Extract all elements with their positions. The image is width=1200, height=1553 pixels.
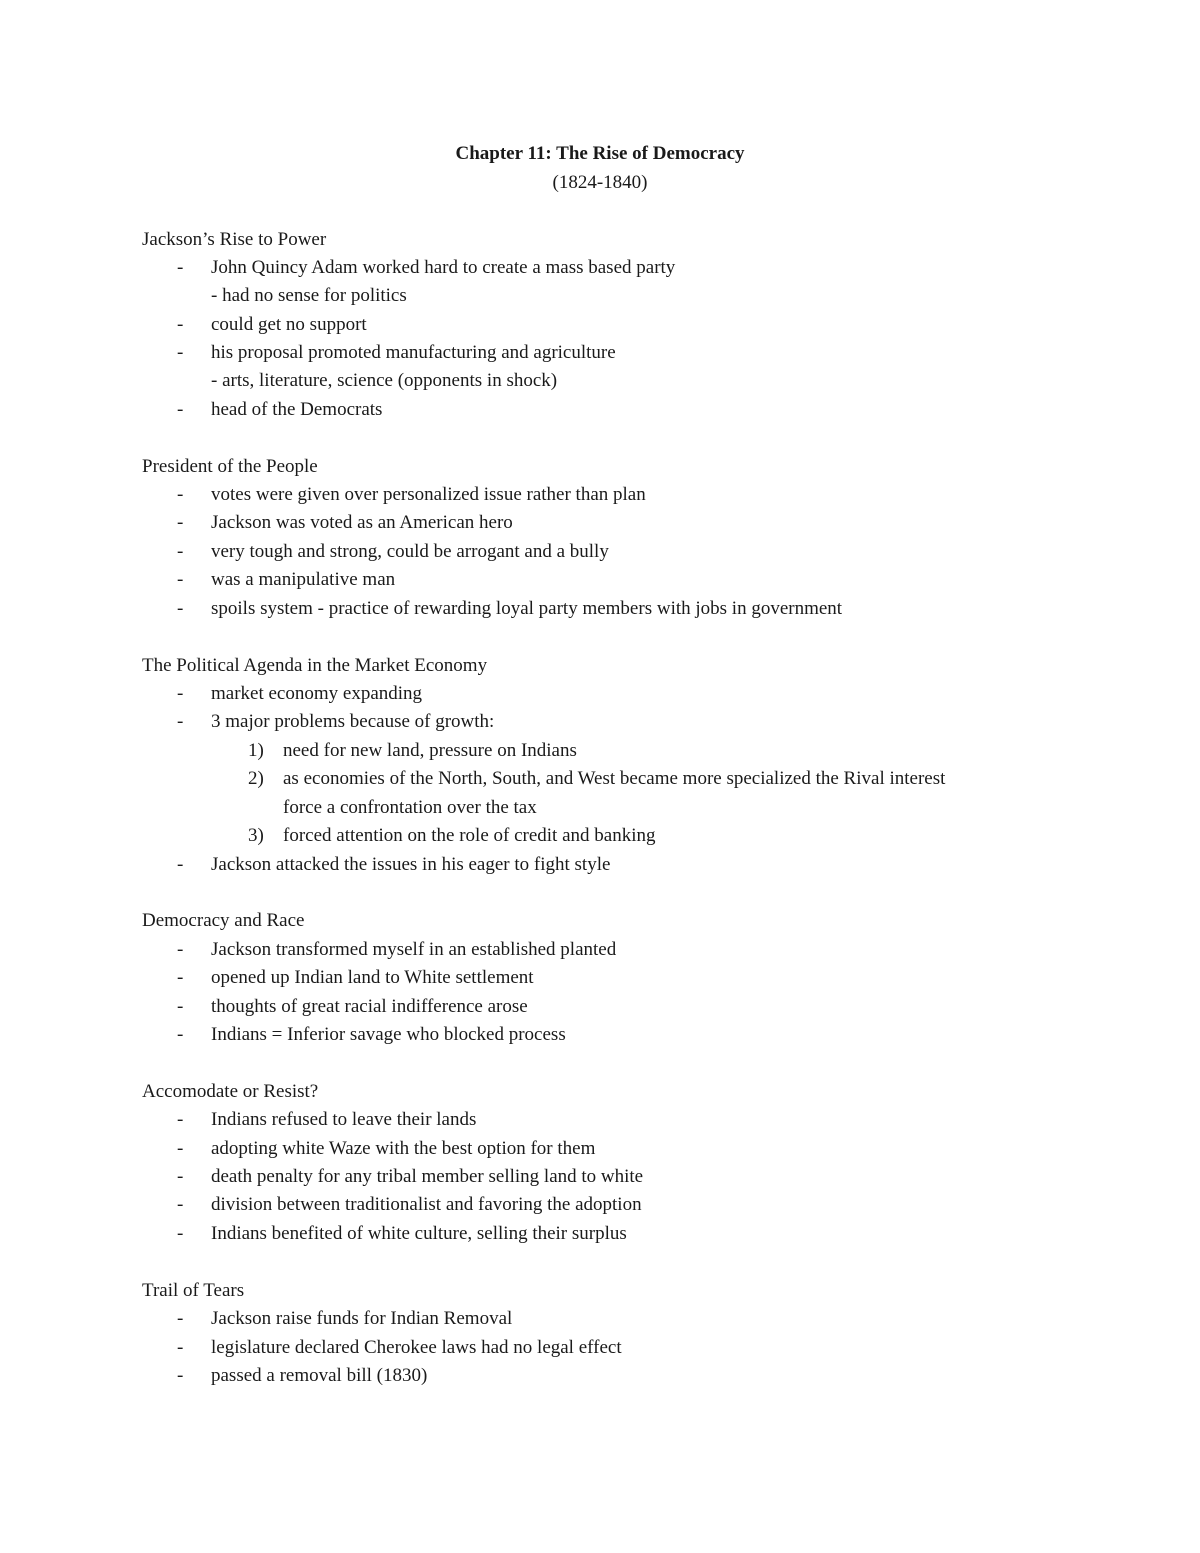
- section-heading: Trail of Tears: [142, 1280, 245, 1301]
- bullet-dash: -: [177, 1138, 184, 1159]
- page-subtitle: (1824-1840): [552, 172, 648, 193]
- numbered-item: as economies of the North, South, and West became more specialized the Rival interest: [283, 768, 946, 789]
- bullet-dash: -: [177, 1223, 184, 1244]
- list-subitem: - had no sense for politics: [211, 285, 407, 306]
- bullet-dash: -: [177, 314, 184, 335]
- list-item: Indians refused to leave their lands: [211, 1109, 477, 1130]
- list-item: 3 major problems because of growth:: [211, 711, 495, 732]
- section-heading: President of the People: [142, 456, 318, 477]
- list-subitem: - arts, literature, science (opponents in shock): [211, 370, 558, 391]
- bullet-dash: -: [177, 342, 184, 363]
- list-item: his proposal promoted manufacturing and agriculture: [211, 342, 616, 363]
- section-heading: The Political Agenda in the Market Economy: [142, 655, 488, 676]
- bullet-dash: -: [177, 967, 184, 988]
- bullet-dash: -: [177, 512, 184, 533]
- bullet-dash: -: [177, 1194, 184, 1215]
- list-item: head of the Democrats: [211, 399, 383, 420]
- list-item: division between traditionalist and favoring the adoption: [211, 1194, 642, 1215]
- bullet-dash: -: [177, 939, 184, 960]
- list-item: Indians benefited of white culture, selling their surplus: [211, 1223, 627, 1244]
- list-item: adopting white Waze with the best option for them: [211, 1138, 596, 1159]
- bullet-dash: -: [177, 399, 184, 420]
- numbered-item: forced attention on the role of credit and banking: [283, 825, 656, 846]
- list-item: John Quincy Adam worked hard to create a mass based party: [211, 257, 676, 278]
- bullet-dash: -: [177, 569, 184, 590]
- list-item: opened up Indian land to White settlement: [211, 967, 534, 988]
- list-item: could get no support: [211, 314, 367, 335]
- numbered-item-continuation: force a confrontation over the tax: [283, 797, 537, 818]
- bullet-dash: -: [177, 257, 184, 278]
- list-item: Jackson raise funds for Indian Removal: [211, 1308, 513, 1329]
- list-item: votes were given over personalized issue rather than plan: [211, 484, 646, 505]
- bullet-dash: -: [177, 598, 184, 619]
- bullet-dash: -: [177, 996, 184, 1017]
- numbered-marker: 3): [248, 825, 264, 846]
- list-item: death penalty for any tribal member selling land to white: [211, 1166, 644, 1187]
- list-item: thoughts of great racial indifference arose: [211, 996, 528, 1017]
- list-item: passed a removal bill (1830): [211, 1365, 428, 1386]
- bullet-dash: -: [177, 1109, 184, 1130]
- list-item: Jackson was voted as an American hero: [211, 512, 513, 533]
- numbered-marker: 1): [248, 740, 264, 761]
- list-item: market economy expanding: [211, 683, 423, 704]
- section-heading: Accomodate or Resist?: [142, 1081, 319, 1102]
- bullet-dash: -: [177, 683, 184, 704]
- bullet-dash: -: [177, 1337, 184, 1358]
- bullet-dash: -: [177, 541, 184, 562]
- numbered-marker: 2): [248, 768, 264, 789]
- list-item: spoils system - practice of rewarding loyal party members with jobs in government: [211, 598, 843, 619]
- numbered-item: need for new land, pressure on Indians: [283, 740, 577, 761]
- section-heading: Jackson’s Rise to Power: [142, 229, 327, 250]
- bullet-dash: -: [177, 1365, 184, 1386]
- bullet-dash: -: [177, 1308, 184, 1329]
- list-item: very tough and strong, could be arrogant and a bully: [211, 541, 609, 562]
- bullet-dash: -: [177, 484, 184, 505]
- section-heading: Democracy and Race: [142, 910, 305, 931]
- list-item: Indians = Inferior savage who blocked process: [211, 1024, 566, 1045]
- list-item: Jackson attacked the issues in his eager to fight style: [211, 854, 611, 875]
- list-item: was a manipulative man: [211, 569, 396, 590]
- list-item: Jackson transformed myself in an established planted: [211, 939, 617, 960]
- bullet-dash: -: [177, 711, 184, 732]
- bullet-dash: -: [177, 854, 184, 875]
- bullet-dash: -: [177, 1166, 184, 1187]
- bullet-dash: -: [177, 1024, 184, 1045]
- list-item: legislature declared Cherokee laws had no legal effect: [211, 1337, 622, 1358]
- page-title: Chapter 11: The Rise of Democracy: [455, 143, 745, 164]
